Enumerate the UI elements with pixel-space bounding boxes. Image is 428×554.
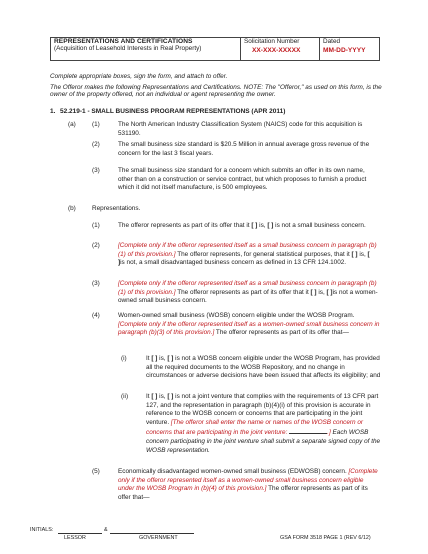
para-b5-num: (5) xyxy=(92,468,100,475)
para-b5-text: Economically disadvantaged women-owned small business (EDWOSB) concern. [Complete only if the offeror represented itself as a women-owned small business concern eligible under the WOSB Program in (b)(4) of this provision.] The offeror represents as part of its offer that— xyxy=(118,468,378,501)
checkbox-b4ii-is-not[interactable]: [ ] xyxy=(167,393,174,400)
para-a-label: (a) xyxy=(68,121,76,128)
para-b4ii-text: It [ ] is, [ ] is not a joint venture that complies with the requirements of 13 CFR part 127, and the representation in paragraph (b)(4)(i) of this provision is accurate in reference to the WOSB concern or concerns that are participating in the joint venture. [The offeror shall enter the name or names of the WOSB concern or concerns that are participating in the joint venture: .] Each WOSB concern participating in the joint venture shall submit a separate signed copy of the WOSB representation. xyxy=(146,393,381,454)
wosb-names-field[interactable] xyxy=(289,427,327,434)
para-b-label: (b) xyxy=(68,205,76,212)
para-b1-num: (1) xyxy=(92,222,100,229)
section-number: 1. xyxy=(50,108,56,115)
intro-instruction: Complete appropriate boxes, sign the form, and attach to offer. xyxy=(50,73,228,80)
checkbox-b4i-is[interactable]: [ ] xyxy=(151,355,158,362)
government-label: GOVERNMENT xyxy=(139,535,178,541)
para-a3-text: The small business size standard for a concern which submits an offer in its own name, other than on a construction or service contract, but which proposes to furnish a product which it did not itself manufacture, is 500 employees. xyxy=(118,167,367,192)
form-subtitle: (Acquisition of Leasehold Interests in Real Property) xyxy=(54,45,202,53)
lessor-label: LESSOR xyxy=(64,535,86,541)
initials-ampersand: & xyxy=(104,527,108,533)
intro-note: The Offeror makes the following Representations and Certifications. NOTE: The "Offeror," as used on this form, is the owner of the property offered, not an individual or agent representing the owner. xyxy=(50,84,382,99)
para-a1-text: The North American Industry Classification System (NAICS) code for this acquisition is 531190. xyxy=(118,121,363,137)
checkbox-b1-is-not[interactable]: [ ] xyxy=(267,222,274,229)
solicitation-number: XX-XXX-XXXXX xyxy=(252,47,301,54)
para-a2-text: The small business size standard is $20.5 Million in annual average gross revenue of the concern for the last 3 fiscal years. xyxy=(118,141,370,157)
dated-value: MM-DD-YYYY xyxy=(323,47,366,54)
para-a3-num: (3) xyxy=(92,167,100,174)
para-b3-num: (3) xyxy=(92,280,100,287)
para-b4i-num: (i) xyxy=(121,355,127,362)
checkbox-b4ii-is[interactable]: [ ] xyxy=(151,393,158,400)
para-a2-num: (2) xyxy=(92,141,100,148)
para-b4-num: (4) xyxy=(92,312,100,319)
para-b2-text: [Complete only if the offeror represented itself as a small business concern in paragraph (b)(1) of this provision.] The offeror represents, for general statistical purposes, that it [ ] is, [ ]is not, a small disadvantaged business concern as defined in 13 CFR 124.1002. xyxy=(118,242,377,267)
checkbox-b4i-is-not[interactable]: [ ] xyxy=(167,355,174,362)
para-b3-text: [Complete only if the offeror represented itself as a small business concern in paragraph (b)(1) of this provision.] The offeror represents as part of its offer that it [ ] is, [ ]is not a women-owned small business concern. xyxy=(118,280,378,305)
checkbox-b1-is[interactable]: [ ] xyxy=(251,222,258,229)
checkbox-b2-is[interactable]: [ ] xyxy=(351,250,358,258)
para-b4i-text: It [ ] is, [ ] is not a WOSB concern eligible under the WOSB Program, has provided all the required documents to the WOSB Repository, and no change in circumstances or adverse decisions have been issued that affects its eligibility; and xyxy=(146,355,381,380)
lessor-initials-line[interactable] xyxy=(58,533,102,534)
section-title: 52.219-1 - SMALL BUSINESS PROGRAM REPRESENTATIONS (APR 2011) xyxy=(60,108,286,115)
dated-label: Dated xyxy=(323,38,341,45)
para-a1-num: (1) xyxy=(92,121,100,128)
checkbox-b2-is-not[interactable]: [ ] xyxy=(118,250,370,267)
header-table xyxy=(50,37,380,61)
para-b1-text: The offeror represents as part of its offer that it [ ] is, [ ] is not a small business concern. xyxy=(118,222,366,229)
initials-label: INITIALS: xyxy=(30,527,54,533)
checkbox-b3-is-not[interactable]: [ ] xyxy=(326,288,333,296)
para-b4ii-num: (ii) xyxy=(121,393,129,400)
solicitation-label: Solicitation Number xyxy=(244,38,300,45)
para-b4-text: Women-owned small business (WOSB) concern eligible under the WOSB Program. [Complete only if the offeror represented itself as a women-owned small business concern in paragraph (b)(3) of this provision.] The offeror represents as part of its offer that— xyxy=(118,312,380,337)
form-number: GSA FORM 3518 PAGE 1 (REV 6/12) xyxy=(280,535,371,541)
checkbox-b3-is[interactable]: [ ] xyxy=(310,288,317,296)
government-initials-line[interactable] xyxy=(110,533,194,534)
form-title: REPRESENTATIONS AND CERTIFICATIONS xyxy=(54,38,193,45)
para-b-heading: Representations. xyxy=(92,205,141,212)
para-b2-num: (2) xyxy=(92,242,100,249)
